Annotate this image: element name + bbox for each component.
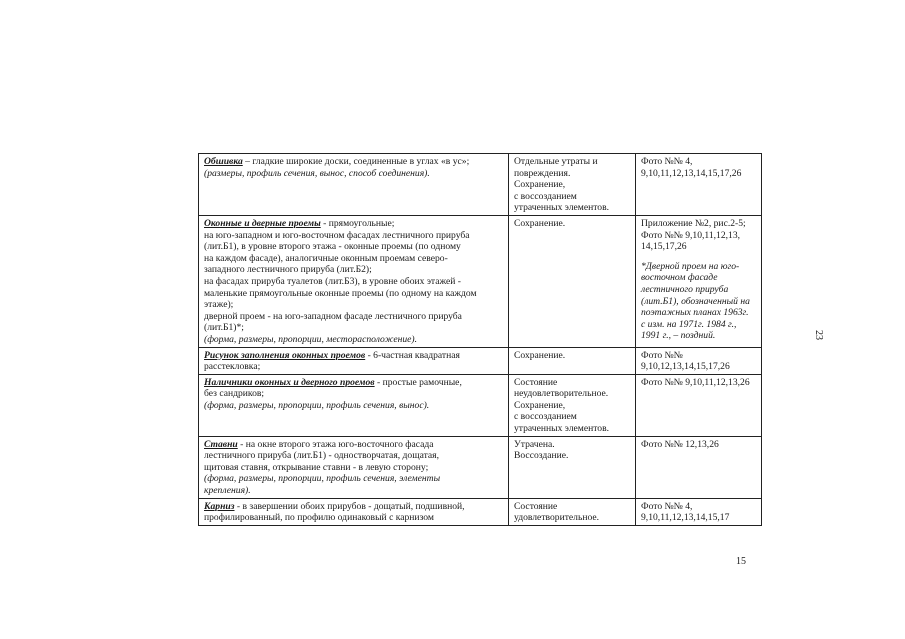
desc-line: лестничного прируба (лит.Б1) - одностворчатая, дощатая, <box>204 450 439 462</box>
bottom-page-number: 15 <box>736 556 746 567</box>
element-desc: - простые рамочные, <box>374 376 462 388</box>
status-line: Отдельные утраты и <box>514 156 598 167</box>
desc-line: без сандриков; <box>204 388 265 400</box>
status-line: повреждения. <box>514 167 571 179</box>
status-line: утраченных элементов. <box>514 423 610 435</box>
status-line: Сохранение, <box>514 399 566 411</box>
element-title: Рисунок заполнения оконных проемов <box>204 349 366 361</box>
footnote-line: лестничного прируба <box>641 283 729 295</box>
element-note: крепления). <box>204 485 251 497</box>
element-note: (форма, размеры, пропорции, профиль сечения, элементы <box>204 473 441 485</box>
status-line: Состояние <box>514 500 558 512</box>
protection-items-table <box>198 153 762 526</box>
status-line: Сохранение, <box>514 179 566 191</box>
reference-line: 9,10,11,12,13,14,15,17 <box>641 512 730 524</box>
element-desc: - 6-частная квадратная <box>365 349 460 361</box>
element-title: Обшивка <box>204 156 243 167</box>
reference-line: 9,10,12,13,14,15,17,26 <box>641 361 730 373</box>
reference-line: Фото №№ 9,10,11,12,13,26 <box>641 376 750 388</box>
desc-line: профилированный, по профилю одинаковый с карнизом <box>204 512 434 524</box>
element-note: (форма, размеры, пропорции, профиль сечения, вынос). <box>204 399 430 411</box>
status-cell <box>509 347 636 374</box>
status-line: Сохранение. <box>514 217 566 229</box>
reference-line: Фото №№ 9,10,11,12,13, <box>641 229 741 241</box>
status-cell <box>509 498 636 525</box>
table-row <box>199 215 762 347</box>
desc-line: на фасадах прируба туалетов (лит.Б3), в уровне обоих этажей - <box>204 275 461 287</box>
element-title: Ставни <box>204 438 238 450</box>
reference-line: Фото №№ 4, <box>641 500 693 512</box>
element-description-cell <box>199 347 509 374</box>
reference-line: Фото №№ <box>641 349 683 361</box>
footnote-line: (лит.Б1), обозначенный на <box>641 295 750 307</box>
element-desc: - в завершении обоих прирубов - дощатый, подшивной, <box>234 500 465 512</box>
status-line: неудовлетворительное. <box>514 388 609 400</box>
references-cell <box>636 154 762 216</box>
footnote-line: поэтажных планах 1963г. <box>641 307 749 319</box>
desc-line: (лит.Б1)*; <box>204 322 244 334</box>
desc-line: щитовая ставня, открывание ставни - в левую сторону; <box>204 461 429 473</box>
table-row <box>199 347 762 374</box>
desc-line: маленькие прямоугольные оконные проемы (по одному на каждом <box>204 287 477 299</box>
status-line: утраченных элементов. <box>514 202 610 214</box>
element-description-cell <box>199 436 509 498</box>
desc-line: дверной проем - на юго-западном фасаде лестничного прируба <box>204 310 462 322</box>
status-line: с воссозданием <box>514 190 577 202</box>
status-line: Воссоздание. <box>514 450 569 462</box>
reference-line: Фото №№ 12,13,26 <box>641 438 719 450</box>
references-cell <box>636 374 762 436</box>
element-note: (форма, размеры, пропорции, месторасположение). <box>204 333 418 345</box>
element-note: (размеры, профиль сечения, вынос, способ соединения). <box>204 167 430 179</box>
status-cell <box>509 436 636 498</box>
desc-line: расстекловка; <box>204 361 261 373</box>
desc-line: (лит.Б1), в уровне второго этажа - оконные проемы (по одному <box>204 241 461 253</box>
table-row <box>199 374 762 436</box>
references-cell <box>636 215 762 347</box>
element-description-cell <box>199 215 509 347</box>
element-title: Оконные и дверные проемы <box>204 217 321 229</box>
element-description-cell <box>199 498 509 525</box>
element-title: Наличники оконных и дверного проемов <box>204 376 375 388</box>
status-line: удовлетворительное. <box>514 512 600 524</box>
element-desc: - прямоугольные; <box>320 217 395 229</box>
element-description-cell <box>199 374 509 436</box>
status-line: с воссозданием <box>514 411 577 423</box>
footnote-line: с изм. на 1971г. 1984 г., <box>641 318 737 330</box>
element-title: Карниз <box>204 500 235 512</box>
status-cell <box>509 215 636 347</box>
table-row <box>199 154 762 216</box>
element-description-cell <box>199 154 509 216</box>
reference-line: Фото №№ 4, <box>641 156 693 167</box>
references-cell <box>636 436 762 498</box>
reference-line: Приложение №2, рис.2-5; <box>641 217 746 229</box>
status-cell <box>509 374 636 436</box>
status-line: Сохранение. <box>514 349 566 361</box>
reference-line: 9,10,11,12,13,14,15,17,26 <box>641 167 742 179</box>
footnote-line: восточном фасаде <box>641 272 718 284</box>
table-row <box>199 498 762 525</box>
references-cell <box>636 347 762 374</box>
element-desc: - на окне второго этажа юго-восточного фасада <box>237 438 434 450</box>
reference-line: 14,15,17,26 <box>641 241 687 253</box>
desc-line: западного лестничного прируба (лит.Б2); <box>204 264 372 276</box>
element-desc: – гладкие широкие доски, соединенные в углах «в ус»; <box>242 156 470 167</box>
footnote <box>641 261 757 342</box>
desc-line: на каждом фасаде), аналогичные оконным проемам северо- <box>204 252 448 264</box>
footnote-line: 1991 г., – поздний. <box>641 330 716 342</box>
table-row <box>199 436 762 498</box>
status-line: Утрачена. <box>514 438 555 450</box>
footnote-line: *Дверной проем на юго- <box>641 260 740 272</box>
status-cell <box>509 154 636 216</box>
references-cell <box>636 498 762 525</box>
desc-line: на юго-западном и юго-восточном фасадах лестничного прируба <box>204 229 470 241</box>
status-line: Состояние <box>514 376 558 388</box>
side-page-number: 23 <box>813 330 824 340</box>
desc-line: этаже); <box>204 299 234 311</box>
